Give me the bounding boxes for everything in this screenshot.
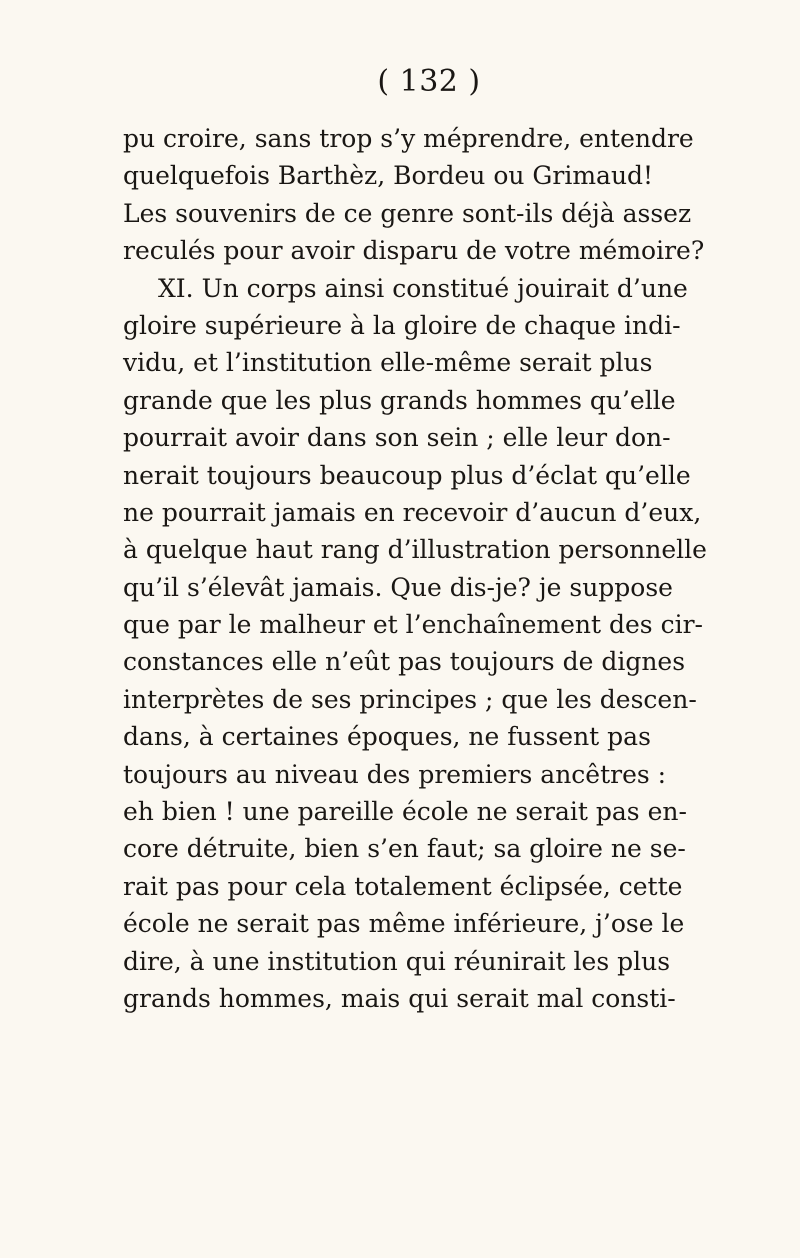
text-line: pu croire, sans trop s’y méprendre, entendre bbox=[123, 124, 694, 153]
text-line: grands hommes, mais qui serait mal consti- bbox=[123, 983, 676, 1013]
text-line: reculés pour avoir disparu de votre mémoire? bbox=[123, 236, 705, 266]
text-line: qu’il s’élevât jamais. Que dis-je? je suppose bbox=[123, 572, 673, 602]
text-line: vidu, et l’institution elle-même serait plus bbox=[123, 348, 653, 378]
text-line: que par le malheur et l’enchaînement des cir- bbox=[123, 610, 703, 640]
text-line: ne pourrait jamais en recevoir d’aucun d’eux, bbox=[123, 497, 702, 527]
body-text bbox=[123, 120, 707, 1017]
text-line: interprètes de ses principes ; que les descen- bbox=[123, 684, 697, 714]
text-line: eh bien ! une pareille école ne serait pas en- bbox=[123, 797, 687, 827]
text-line: nerait toujours beaucoup plus d’éclat qu’elle bbox=[123, 460, 691, 490]
text-line: rait pas pour cela totalement éclipsée, cette bbox=[123, 871, 683, 901]
text-line: core détruite, bien s’en faut; sa gloire ne se- bbox=[123, 834, 686, 864]
text-line: école ne serait pas même inférieure, j’ose le bbox=[123, 909, 685, 939]
text-line: quelquefois Barthèz, Bordeu ou Grimaud! bbox=[123, 161, 654, 191]
text-line: grande que les plus grands hommes qu’elle bbox=[123, 385, 676, 415]
text-line: gloire supérieure à la gloire de chaque indi- bbox=[123, 310, 681, 340]
text-line: toujours au niveau des premiers ancêtres : bbox=[123, 759, 667, 789]
text-line: Les souvenirs de ce genre sont-ils déjà assez bbox=[123, 198, 692, 228]
text-line: dire, à une institution qui réunirait les plus bbox=[123, 946, 671, 976]
paragraph-start-line: XI. Un corps ainsi constitué jouirait d’une bbox=[158, 273, 688, 303]
page-number: ( 132 ) bbox=[377, 64, 481, 99]
text-line: à quelque haut rang d’illustration personnelle bbox=[123, 535, 707, 565]
text-line: pourrait avoir dans son sein ; elle leur don- bbox=[123, 423, 671, 453]
text-line: constances elle n’eût pas toujours de dignes bbox=[123, 647, 686, 677]
text-line: dans, à certaines époques, ne fussent pas bbox=[123, 722, 651, 752]
